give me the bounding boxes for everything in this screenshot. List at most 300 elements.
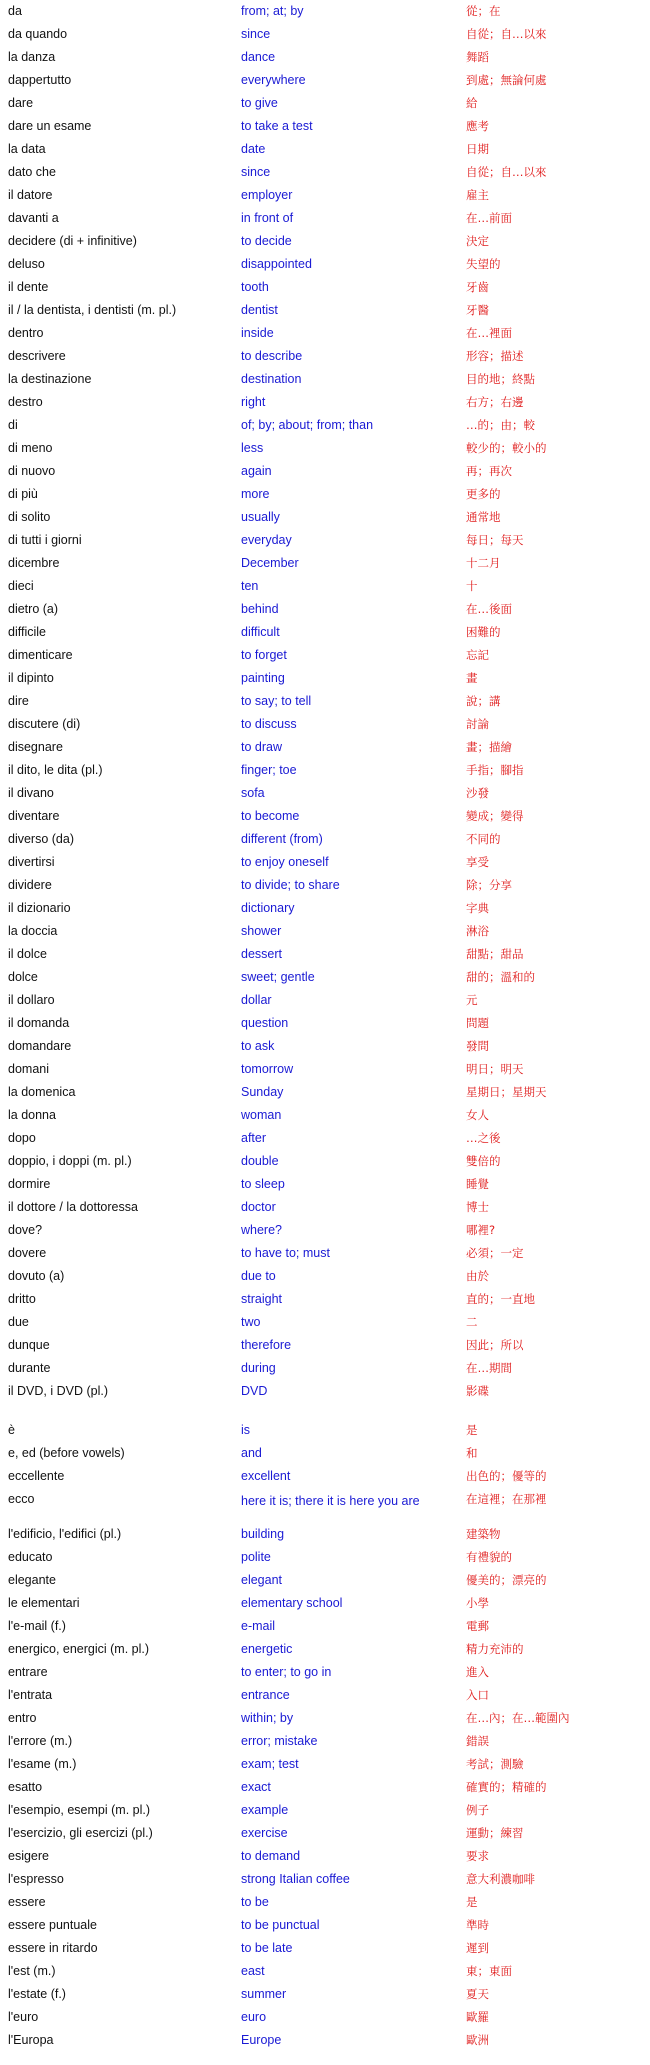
vocabulary-row [0,184,650,207]
chinese-translation: 在…裡面 [466,326,512,340]
italian-term: l'euro [8,2010,39,2024]
vocabulary-row [0,1983,650,2006]
english-translation: energetic [241,1642,293,1656]
vocabulary-row [0,575,650,598]
english-translation: employer [241,188,293,202]
vocabulary-row [0,1465,650,1488]
vocabulary-row [0,506,650,529]
chinese-translation: 牙醫 [466,303,489,317]
italian-term: essere [8,1895,46,1909]
vocabulary-row [0,897,650,920]
chinese-translation: 建築物 [466,1527,501,1541]
english-translation: therefore [241,1338,292,1352]
vocabulary-row [0,276,650,299]
vocabulary-row [0,1012,650,1035]
vocabulary-row [0,1311,650,1334]
chinese-translation: 每日；每天 [466,533,524,547]
chinese-translation: 進入 [466,1665,489,1679]
english-translation: to sleep [241,1177,285,1191]
vocabulary-row [0,1081,650,1104]
english-translation: tooth [241,280,269,294]
english-translation: e-mail [241,1619,276,1633]
english-translation: disappointed [241,257,312,271]
chinese-translation: 東；東面 [466,1964,512,1978]
vocabulary-row [0,2006,650,2029]
vocabulary-row [0,0,650,23]
chinese-translation: 日期 [466,142,489,156]
chinese-translation: 直的；一直地 [466,1292,535,1306]
chinese-translation: 字典 [466,901,489,915]
english-translation: euro [241,2010,267,2024]
chinese-translation: 十 [466,579,478,593]
chinese-translation: 討論 [466,717,489,731]
chinese-translation: 要求 [466,1849,489,1863]
chinese-translation: 沙發 [466,786,489,800]
english-translation: exam; test [241,1757,299,1771]
italian-term: il / la dentista, i dentisti (m. pl.) [8,303,177,317]
italian-term: di meno [8,441,53,455]
italian-term: dovuto (a) [8,1269,65,1283]
italian-term: essere in ritardo [8,1941,98,1955]
chinese-translation: 變成；變得 [466,809,524,823]
chinese-translation: 從；在 [466,4,501,18]
vocabulary-row [0,1173,650,1196]
chinese-translation: 博士 [466,1200,489,1214]
vocabulary-row [0,1357,650,1380]
chinese-translation: 自從；自…以來 [466,165,547,179]
vocabulary-row [0,92,650,115]
chinese-translation: 不同的 [466,832,501,846]
chinese-translation: 問題 [466,1016,489,1030]
italian-term: doppio, i doppi (m. pl.) [8,1154,132,1168]
chinese-translation: 二 [466,1315,478,1329]
italian-term: l'esame (m.) [8,1757,77,1771]
italian-term: essere puntuale [8,1918,97,1932]
italian-term: dare [8,96,34,110]
english-translation: during [241,1361,276,1375]
vocabulary-row [0,1196,650,1219]
vocabulary-row [0,529,650,552]
vocabulary-row [0,1661,650,1684]
italian-term: da [8,4,22,18]
chinese-translation: 在這裡；在那裡 [466,1492,547,1506]
italian-term: le elementari [8,1596,80,1610]
chinese-translation: 遲到 [466,1941,489,1955]
english-translation: here it is; there it is here you are [241,1494,420,1508]
italian-term: dolce [8,970,38,984]
english-translation: to say; to tell [241,694,312,708]
italian-term: dovere [8,1246,47,1260]
chinese-translation: 影碟 [466,1384,489,1398]
italian-term: dato che [8,165,56,179]
english-translation: to divide; to share [241,878,340,892]
english-translation: to be punctual [241,1918,320,1932]
vocabulary-row [0,1380,650,1403]
english-translation: example [241,1803,289,1817]
english-translation: destination [241,372,302,386]
english-translation: to become [241,809,300,823]
english-translation: DVD [241,1384,268,1398]
italian-term: il divano [8,786,54,800]
chinese-translation: 更多的 [466,487,501,501]
chinese-translation: 入口 [466,1688,489,1702]
chinese-translation: 失望的 [466,257,501,271]
vocabulary-row [0,207,650,230]
italian-term: esatto [8,1780,43,1794]
italian-term: la data [8,142,46,156]
italian-term: dunque [8,1338,50,1352]
vocabulary-row [0,989,650,1012]
chinese-translation: 在…內；在…範圍內 [466,1711,570,1725]
italian-term: dimenticare [8,648,73,662]
chinese-translation: 說；講 [466,694,501,708]
english-translation: to demand [241,1849,301,1863]
chinese-translation: 甜的；溫和的 [466,970,535,984]
chinese-translation: 有禮貌的 [466,1550,512,1564]
chinese-translation: 舞蹈 [466,50,489,64]
italian-term: dieci [8,579,34,593]
chinese-translation: 因此；所以 [466,1338,524,1352]
english-translation: straight [241,1292,282,1306]
vocabulary-row [0,1035,650,1058]
italian-term: dappertutto [8,73,72,87]
italian-term: e, ed (before vowels) [8,1446,125,1460]
vocabulary-row [0,1523,650,1546]
vocabulary-row [0,966,650,989]
chinese-translation: 享受 [466,855,489,869]
english-translation: polite [241,1550,271,1564]
chinese-translation: 畫；描繪 [466,740,512,754]
vocabulary-row [0,1753,650,1776]
italian-term: ecco [8,1492,35,1506]
vocabulary-row [0,322,650,345]
english-translation: dictionary [241,901,295,915]
vocabulary-row [0,1265,650,1288]
italian-term: destro [8,395,43,409]
italian-term: dicembre [8,556,60,570]
english-translation: and [241,1446,262,1460]
english-translation: usually [241,510,280,524]
vocabulary-row [0,851,650,874]
chinese-translation: 在…期間 [466,1361,512,1375]
vocabulary-row [0,1150,650,1173]
english-translation: tomorrow [241,1062,294,1076]
chinese-translation: 必須；一定 [466,1246,524,1260]
vocabulary-row [0,736,650,759]
vocabulary-row [0,1937,650,1960]
chinese-translation: 甜點；甜品 [466,947,524,961]
vocabulary-row [0,253,650,276]
chinese-translation: 自從；自…以來 [466,27,547,41]
english-translation: question [241,1016,289,1030]
vocabulary-row [0,483,650,506]
vocabulary-row [0,943,650,966]
vocabulary-row [0,1707,650,1730]
vocabulary-row [0,1058,650,1081]
chinese-translation: 哪裡? [466,1223,496,1237]
english-translation: to enter; to go in [241,1665,332,1679]
italian-term: la donna [8,1108,56,1122]
italian-term: dietro (a) [8,602,59,616]
vocabulary-row [0,1914,650,1937]
italian-term: energico, energici (m. pl.) [8,1642,150,1656]
chinese-translation: 畫 [466,671,478,685]
vocabulary-row [0,299,650,322]
italian-term: deluso [8,257,45,271]
chinese-translation: 出色的；優等的 [466,1469,547,1483]
english-translation: in front of [241,211,294,225]
english-translation: behind [241,602,279,616]
italian-term: decidere (di + infinitive) [8,234,137,248]
chinese-translation: 手指；腳指 [466,763,524,777]
english-translation: entrance [241,1688,290,1702]
english-translation: to have to; must [241,1246,330,1260]
vocabulary-row [0,368,650,391]
vocabulary-row [0,621,650,644]
english-translation: dance [241,50,276,64]
vocabulary-row [0,1730,650,1753]
vocabulary-row [0,1219,650,1242]
italian-term: l'est (m.) [8,1964,56,1978]
italian-term: dove? [8,1223,43,1237]
chinese-translation: 電郵 [466,1619,489,1633]
vocabulary-row [0,1776,650,1799]
vocabulary-row [0,920,650,943]
chinese-translation: 是 [466,1423,478,1437]
vocabulary-row [0,667,650,690]
english-translation: to give [241,96,278,110]
section-gap-cell [0,1403,650,1419]
english-translation: Europe [241,2033,282,2047]
vocabulary-row [0,23,650,46]
italian-term: discutere (di) [8,717,81,731]
vocabulary-row [0,782,650,805]
english-translation: inside [241,326,274,340]
italian-term: l'esempio, esempi (m. pl.) [8,1803,151,1817]
italian-term: la danza [8,50,56,64]
italian-term: l'estate (f.) [8,1987,66,2001]
english-translation: double [241,1154,279,1168]
chinese-translation: 錯誤 [466,1734,489,1748]
chinese-translation: 女人 [466,1108,489,1122]
vocabulary-row [0,1822,650,1845]
vocabulary-row [0,1334,650,1357]
chinese-translation: 牙齒 [466,280,489,294]
chinese-translation: 忘記 [466,648,489,662]
vocabulary-row [0,598,650,621]
chinese-translation: 在…前面 [466,211,512,225]
chinese-translation: 運動；練習 [466,1826,524,1840]
english-translation: excellent [241,1469,291,1483]
english-translation: less [241,441,264,455]
chinese-translation: 較少的；較小的 [466,441,547,455]
vocabulary-row [0,644,650,667]
chinese-translation: 形容；描述 [466,349,524,363]
chinese-translation: …的；由；較 [466,418,535,432]
english-translation: everyday [241,533,292,547]
italian-term: da quando [8,27,68,41]
english-translation: more [241,487,270,501]
chinese-translation: 發問 [466,1039,489,1053]
chinese-translation: 準時 [466,1918,489,1932]
vocabulary-row [0,46,650,69]
vocabulary-row [0,1638,650,1661]
vocabulary-row [0,1546,650,1569]
english-translation: to be [241,1895,269,1909]
vocabulary-row [0,713,650,736]
italian-term: è [8,1423,15,1437]
english-translation: doctor [241,1200,276,1214]
vocabulary-row [0,69,650,92]
vocabulary-row [0,437,650,460]
italian-term: il datore [8,188,53,202]
english-translation: where? [241,1223,282,1237]
italian-term: dormire [8,1177,51,1191]
italian-term: il DVD, i DVD (pl.) [8,1384,109,1398]
italian-term: l'espresso [8,1872,64,1886]
italian-term: domandare [8,1039,72,1053]
chinese-translation: 右方；右邊 [466,395,524,409]
chinese-translation: 例子 [466,1803,489,1817]
chinese-translation: 確實的；精確的 [466,1780,547,1794]
english-translation: to decide [241,234,292,248]
italian-term: dare un esame [8,119,92,133]
english-translation: to be late [241,1941,293,1955]
section-gap [0,1403,650,1419]
vocabulary-row [0,874,650,897]
english-translation: elegant [241,1573,283,1587]
italian-term: dentro [8,326,44,340]
italian-term: due [8,1315,29,1329]
italian-term: di nuovo [8,464,56,478]
chinese-translation: 是 [466,1895,478,1909]
chinese-translation: 精力充沛的 [466,1642,524,1656]
chinese-translation: 元 [466,993,478,1007]
italian-term: difficile [8,625,46,639]
english-translation: finger; toe [241,763,297,777]
italian-term: esigere [8,1849,49,1863]
chinese-translation: 應考 [466,119,489,133]
english-translation: dollar [241,993,272,1007]
italian-term: dopo [8,1131,36,1145]
vocabulary-row [0,759,650,782]
english-translation: exercise [241,1826,288,1840]
italian-term: divertirsi [8,855,55,869]
chinese-translation: 由於 [466,1269,489,1283]
vocabulary-row [0,1442,650,1465]
chinese-translation: 目的地；終點 [466,372,535,386]
italian-term: l'esercizio, gli esercizi (pl.) [8,1826,153,1840]
english-translation: December [241,556,299,570]
vocabulary-row [0,345,650,368]
english-translation: to take a test [241,119,313,133]
italian-term: l'errore (m.) [8,1734,73,1748]
english-translation: woman [241,1108,282,1122]
english-translation: error; mistake [241,1734,318,1748]
chinese-translation: 明日；明天 [466,1062,524,1076]
english-translation: after [241,1131,267,1145]
chinese-translation: 歐羅 [466,2010,489,2024]
vocabulary-row [0,1592,650,1615]
english-translation: two [241,1315,261,1329]
vocabulary-row [0,1615,650,1638]
italian-term: il dolce [8,947,47,961]
english-translation: to enjoy oneself [241,855,329,869]
italian-term: di solito [8,510,51,524]
vocabulary-row [0,460,650,483]
english-translation: ten [241,579,259,593]
english-translation: of; by; about; from; than [241,418,374,432]
vocabulary-row [0,805,650,828]
vocabulary-row [0,690,650,713]
english-translation: to forget [241,648,287,662]
chinese-translation: 再；再次 [466,464,512,478]
italian-term: diverso (da) [8,832,74,846]
italian-term: la destinazione [8,372,92,386]
english-translation: sofa [241,786,265,800]
chinese-translation: 優美的；漂亮的 [466,1573,547,1587]
english-translation: east [241,1964,265,1978]
italian-term: l'edificio, l'edifici (pl.) [8,1527,122,1541]
chinese-translation: 給 [466,96,478,110]
italian-term: elegante [8,1573,56,1587]
vocabulary-row [0,1799,650,1822]
english-translation: to ask [241,1039,275,1053]
english-translation: everywhere [241,73,306,87]
vocabulary-row [0,115,650,138]
vocabulary-row [0,1960,650,1983]
vocabulary-row [0,2029,650,2052]
chinese-translation: 通常地 [466,510,501,524]
italian-term: la doccia [8,924,58,938]
italian-term: dire [8,694,29,708]
chinese-translation: 決定 [466,234,489,248]
italian-term: diventare [8,809,60,823]
vocabulary-row [0,414,650,437]
english-translation: strong Italian coffee [241,1872,350,1886]
english-translation: again [241,464,272,478]
italian-term: educato [8,1550,53,1564]
italian-term: il dipinto [8,671,54,685]
chinese-translation: 十二月 [466,556,501,570]
english-translation: since [241,165,271,179]
italian-term: il dottore / la dottoressa [8,1200,138,1214]
chinese-translation: 和 [466,1446,478,1460]
vocabulary-row [0,1684,650,1707]
english-translation: to discuss [241,717,297,731]
italian-term: entro [8,1711,37,1725]
italian-term: il dollaro [8,993,55,1007]
chinese-translation: …之後 [466,1131,501,1145]
vocabulary-row [0,1845,650,1868]
english-translation: elementary school [241,1596,343,1610]
italian-term: il dito, le dita (pl.) [8,763,103,777]
italian-term: di [8,418,18,432]
english-translation: dentist [241,303,278,317]
english-translation: summer [241,1987,287,2001]
chinese-translation: 小學 [466,1596,489,1610]
english-translation: different (from) [241,832,323,846]
italian-term: l'entrata [8,1688,53,1702]
vocabulary-row [0,1569,650,1592]
italian-term: disegnare [8,740,63,754]
italian-term: dritto [8,1292,36,1306]
english-translation: date [241,142,266,156]
vocabulary-row [0,1104,650,1127]
chinese-translation: 淋浴 [466,924,489,938]
italian-term: l'e-mail (f.) [8,1619,66,1633]
chinese-translation: 睡覺 [466,1177,489,1191]
